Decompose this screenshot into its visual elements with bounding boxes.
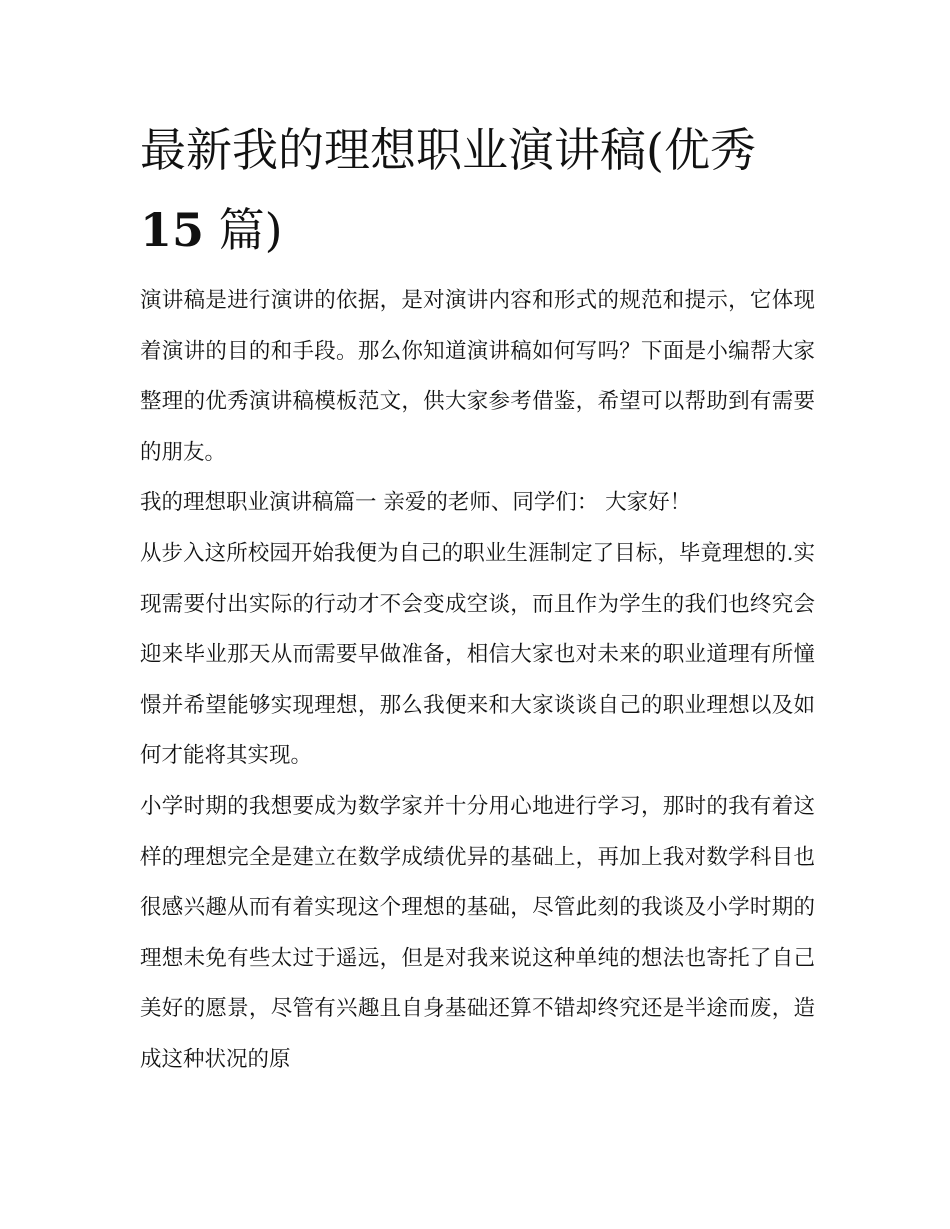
document-page: [140, 110, 815, 1086]
paragraph-greeting: 我的理想职业演讲稿篇一 亲爱的老师、同学们： 大家好！: [140, 490, 692, 516]
paragraph-intro: 演讲稿是进行演讲的依据，是对演讲内容和形式的规范和提示，它体现着演讲的目的和手段。那么你知道演讲稿如何写吗？下面是小编帮大家整理的优秀演讲稿模板范文，供大家参考借鉴，希望可以帮助到有需要的朋友。: [140, 288, 815, 465]
title-line-1: 最新我的理想职业演讲稿(优秀: [140, 123, 756, 177]
document-title: [140, 110, 815, 270]
paragraph-body-1: 从步入这所校园开始我便为自己的职业生涯制定了目标，毕竟理想的.实现需要付出实际的行动才不会变成空谈，而且作为学生的我们也终究会迎来毕业那天从而需要早做准备，相信大家也对未来的职业道理有所憧憬并希望能够实现理想，那么我便来和大家谈谈自己的职业理想以及如何才能将其实现。: [140, 540, 815, 769]
title-line-2: 篇): [218, 203, 283, 257]
paragraph-body-2: 小学时期的我想要成为数学家并十分用心地进行学习，那时的我有着这样的理想完全是建立在数学成绩优异的基础上，再加上我对数学科目也很感兴趣从而有着实现这个理想的基础，尽管此刻的我谈及小学时期的理想未免有些太过于遥远，但是对我来说这种单纯的想法也寄托了自己美好的愿景，尽管有兴趣且自身基础还算不错却终究还是半途而废，造成这种状况的原: [140, 793, 815, 1072]
title-number: 15: [140, 203, 205, 257]
